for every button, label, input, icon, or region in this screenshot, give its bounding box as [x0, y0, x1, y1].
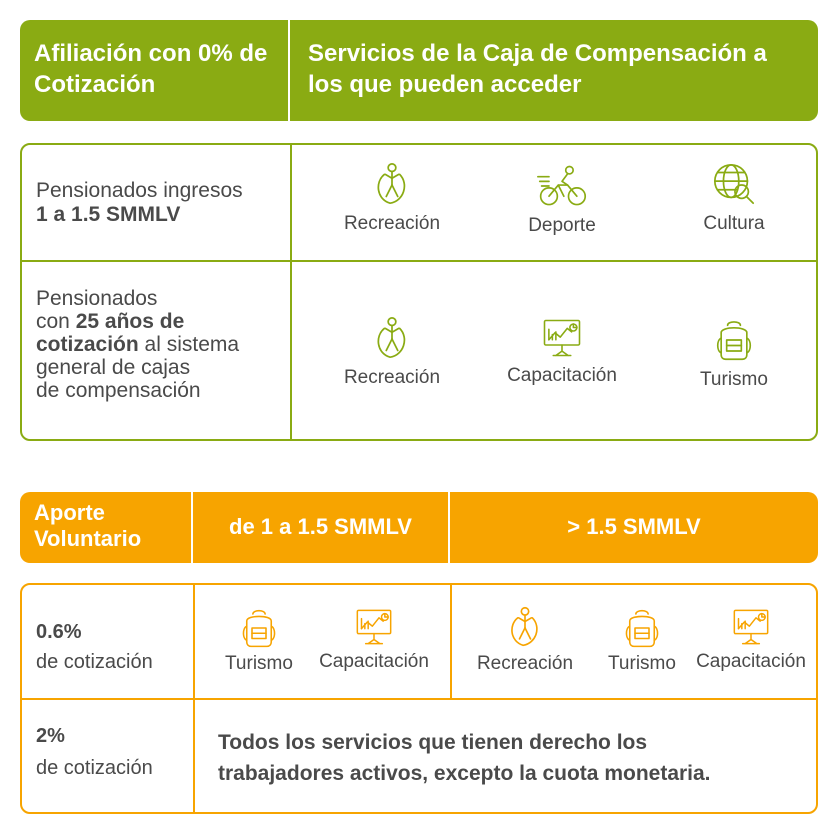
service-training: [304, 607, 444, 673]
row2-line3-post: al sistema: [138, 333, 240, 356]
service-training: [686, 607, 816, 673]
service-label: Cultura: [703, 213, 765, 234]
row2-line4: general de cajas: [36, 356, 191, 379]
row1-label-text: Pensionados ingresos: [36, 179, 243, 202]
backpack-icon: [238, 607, 280, 649]
row-divider: [22, 260, 816, 262]
header-range-high: > 1.5 SMMLV: [567, 514, 701, 539]
cyclist-icon: [536, 163, 588, 209]
row2-line2-pre: con: [36, 310, 76, 333]
service-label: Recreación: [476, 653, 574, 674]
presentation-board-icon: [730, 607, 772, 647]
note-line1: Todos los servicios que tienen derecho los: [218, 731, 648, 754]
globe-search-icon: [711, 161, 757, 207]
backpack-icon: [712, 317, 756, 363]
recreation-icon: [503, 605, 547, 649]
row-divider: [22, 698, 816, 700]
row2-line5: de compensación: [36, 379, 201, 402]
green-header: [20, 20, 818, 121]
service-culture: [654, 161, 814, 235]
green-table: [20, 143, 818, 441]
backpack-icon: [621, 607, 663, 649]
header-range-low: de 1 a 1.5 SMMLV: [229, 514, 412, 539]
recreation-icon: [369, 315, 415, 361]
row2-line1: Pensionados: [36, 287, 158, 310]
pct-subtitle: de cotización: [36, 651, 153, 673]
service-label: Recreación: [343, 367, 441, 388]
service-label: Capacitación: [319, 651, 429, 672]
row1-label: [36, 179, 286, 227]
service-label: Turismo: [700, 369, 768, 390]
service-label: Capacitación: [507, 365, 617, 386]
service-sport: [482, 163, 642, 237]
presentation-board-icon: [353, 607, 395, 647]
header-divider: [288, 20, 290, 121]
service-tourism: [204, 607, 314, 675]
column-divider: [450, 585, 452, 698]
service-label: Turismo: [608, 653, 676, 674]
row1-label-bold: 1 a 1.5 SMMLV: [36, 203, 181, 226]
service-label: Capacitación: [696, 651, 806, 672]
header-affiliation: Afiliación con 0% de Cotización: [34, 40, 268, 98]
service-label: Recreación: [343, 213, 441, 234]
service-label: Turismo: [225, 653, 293, 674]
orange-table: [20, 583, 818, 814]
service-tourism: [590, 607, 694, 675]
service-recreation: [460, 605, 590, 675]
service-training: [482, 317, 642, 387]
presentation-board-icon: [540, 317, 584, 359]
orange-header: [20, 492, 818, 563]
note-line2: trabajadores activos, excepto la cuota monetaria.: [218, 762, 711, 785]
service-recreation: [312, 161, 472, 235]
pct-value: 0.6%: [36, 621, 82, 643]
service-recreation: [312, 315, 472, 389]
service-label: Deporte: [528, 215, 596, 236]
pct-subtitle: de cotización: [36, 757, 153, 779]
column-divider: [290, 145, 292, 439]
row2-label: [36, 287, 286, 402]
recreation-icon: [369, 161, 415, 207]
row2-line2-bold: 25 años de: [75, 310, 185, 333]
header-voluntary: Aporte Voluntario: [34, 500, 142, 551]
header-services: Servicios de la Caja de Compensación a los que pueden acceder: [308, 40, 767, 98]
service-tourism: [654, 317, 814, 391]
row2-line3-bold: cotización: [36, 333, 139, 356]
pct-value: 2%: [36, 725, 65, 747]
all-services-note: [218, 727, 808, 789]
